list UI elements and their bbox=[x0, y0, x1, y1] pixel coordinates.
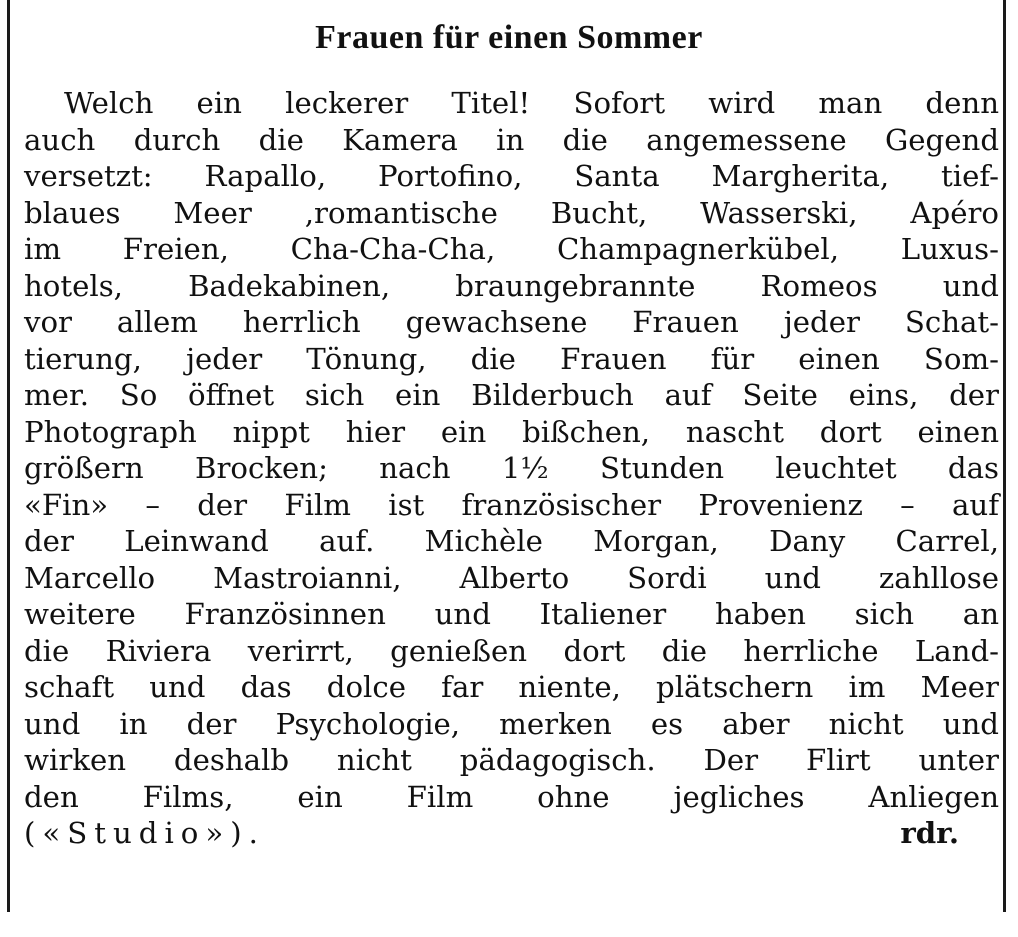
article-line: «Fin» – der Film ist französischer Provenienz – auf bbox=[24, 487, 999, 522]
article-line: wirken deshalb nicht pädagogisch. Der Flirt unter bbox=[24, 743, 999, 777]
article-line: hotels, Badekabinen, braungebrannte Romeos und bbox=[24, 268, 999, 303]
article-line: mer. So öffnet sich ein Bilderbuch auf Seite eins, der bbox=[24, 378, 999, 412]
article-line: vor allem herrlich gewachsene Frauen jeder Schat- bbox=[24, 305, 999, 339]
article-line: und in der Psychologie, merken es aber nicht und bbox=[24, 706, 999, 741]
article-line: versetzt: Rapallo, Portofino, Santa Margherita, tief- bbox=[24, 159, 999, 193]
article-line: Welch ein leckerer Titel! Sofort wird man denn bbox=[64, 86, 999, 120]
article-line: tierung, jeder Tönung, die Frauen für einen Som- bbox=[24, 341, 999, 376]
article-line: Marcello Mastroianni, Alberto Sordi und zahllose bbox=[24, 560, 999, 595]
article-body bbox=[24, 85, 999, 852]
article-last-line bbox=[24, 815, 999, 852]
article-line: Photograph nippt hier ein bißchen, nascht dort einen bbox=[24, 414, 999, 449]
article-line: weitere Französinnen und Italiener haben sich an bbox=[24, 597, 999, 631]
article-line: auch durch die Kamera in die angemessene Gegend bbox=[24, 122, 999, 157]
left-column-rule bbox=[7, 0, 10, 912]
article-line: im Freien, Cha-Cha-Cha, Champagnerkübel, Luxus- bbox=[24, 232, 999, 266]
article-line: größern Brocken; nach 1½ Stunden leuchtet das bbox=[24, 451, 999, 485]
article-title: Frauen für einen Sommer bbox=[315, 19, 703, 56]
article-line: schaft und das dolce far niente, plätschern im Meer bbox=[24, 670, 999, 704]
cinema-name: («Studio»). bbox=[24, 816, 265, 850]
article-line: der Leinwand auf. Michèle Morgan, Dany Carrel, bbox=[24, 524, 999, 558]
article-line: den Films, ein Film ohne jegliches Anliegen bbox=[24, 779, 999, 814]
right-column-rule bbox=[1003, 0, 1006, 912]
article-line: die Riviera verirrt, genießen dort die herrliche Land- bbox=[24, 633, 999, 668]
article-line: blaues Meer ,romantische Bucht, Wasserski, Apéro bbox=[24, 195, 999, 230]
author-signature: rdr. bbox=[900, 816, 959, 850]
